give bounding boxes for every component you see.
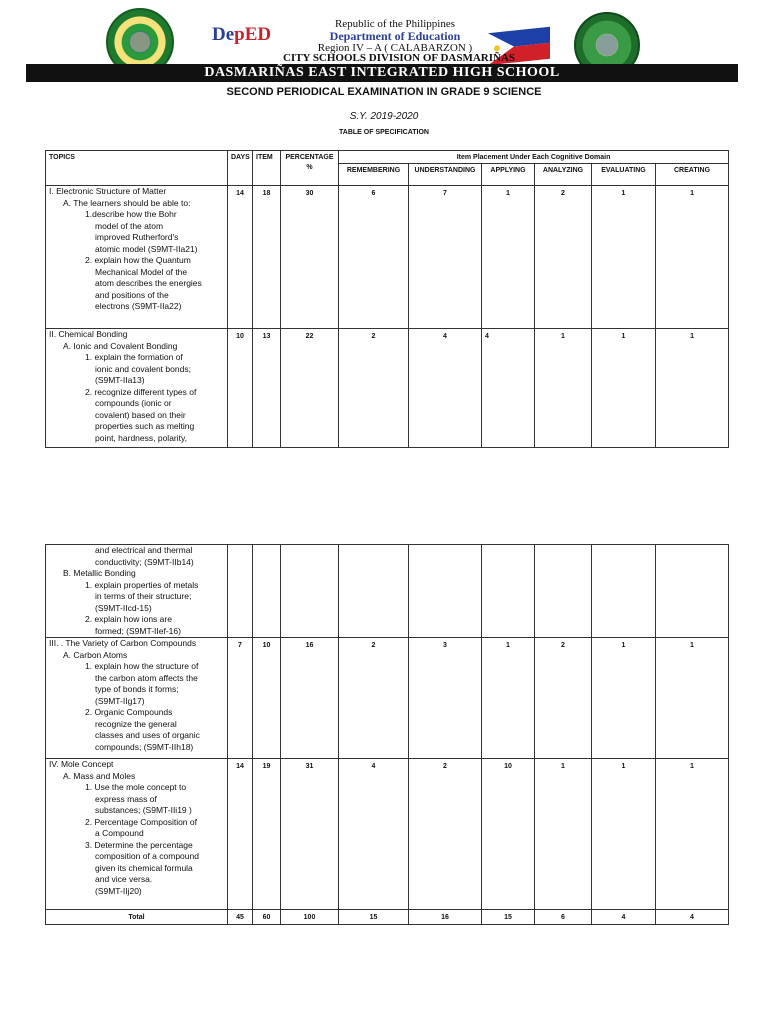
total-item: 60: [253, 910, 281, 925]
creating-cell: 1: [656, 329, 729, 448]
item-cell: 19: [253, 759, 281, 910]
header-analyzing: ANALYZING: [535, 164, 592, 186]
deped-logo: DepED: [212, 24, 272, 45]
analyzing-cell: 1: [535, 759, 592, 910]
table-row: [46, 638, 729, 759]
header-domain-group: Item Placement Under Each Cognitive Domain: [339, 151, 729, 164]
evaluating-cell: 1: [592, 759, 656, 910]
evaluating-cell: 1: [592, 329, 656, 448]
remembering-cell: 2: [339, 638, 409, 759]
republic-line: Republic of the Philippines: [334, 18, 456, 30]
total-creating: 4: [656, 910, 729, 925]
applying-cell: 1: [482, 638, 535, 759]
remembering-cell: 2: [339, 329, 409, 448]
understanding-cell: 7: [409, 186, 482, 329]
total-applying: 15: [482, 910, 535, 925]
applying-cell: 1: [482, 186, 535, 329]
analyzing-cell: 2: [535, 186, 592, 329]
specification-table: [45, 150, 729, 448]
header-days: DAYS: [228, 151, 253, 186]
table-label: TABLE OF SPECIFICATION: [339, 129, 429, 136]
understanding-cell: 3: [409, 638, 482, 759]
department-line: Department of Education: [329, 29, 461, 43]
exam-title: SECOND PERIODICAL EXAMINATION IN GRADE 9 SCIENCE: [226, 86, 542, 98]
table-row: [46, 186, 729, 329]
header-item: ITEM: [253, 151, 281, 186]
creating-cell: 1: [656, 186, 729, 329]
header-understanding: UNDERSTANDING: [409, 164, 482, 186]
total-evaluating: 4: [592, 910, 656, 925]
topic-cell: III. . The Variety of Carbon Compounds A. Carbon Atoms 1. explain how the structure of the carbon atom affects the type of bonds it forms; (S9MT-IIg17) 2. Organic Compounds recognize the general classes and uses of organic compounds; (S9MT-IIh18): [46, 638, 228, 759]
days-cell: 10: [228, 329, 253, 448]
total-understanding: 16: [409, 910, 482, 925]
understanding-cell: 4: [409, 329, 482, 448]
table-row: [46, 759, 729, 910]
days-cell: 7: [228, 638, 253, 759]
remembering-cell: 4: [339, 759, 409, 910]
total-analyzing: 6: [535, 910, 592, 925]
days-cell: 14: [228, 186, 253, 329]
school-year: S.Y. 2019-2020: [349, 111, 419, 122]
school-name-banner: DASMARIÑAS EAST INTEGRATED HIGH SCHOOL: [26, 64, 738, 82]
percentage-cell: 30: [281, 186, 339, 329]
division-line: CITY SCHOOLS DIVISION OF DASMARIÑAS: [282, 52, 516, 64]
understanding-cell: 2: [409, 759, 482, 910]
percentage-cell: 16: [281, 638, 339, 759]
topic-cell: IV. Mole Concept A. Mass and Moles 1. Use the mole concept to express mass of substances; (S9MT-IIi19 ) 2. Percentage Composition of a Compound 3. Determine the percentage composition of a compound given its chemical formula and vice versa. (S9MT-IIj20): [46, 759, 228, 910]
table-row: [46, 545, 729, 638]
header-creating: CREATING: [656, 164, 729, 186]
header-percentage: PERCENTAGE %: [281, 151, 339, 186]
header-evaluating: EVALUATING: [592, 164, 656, 186]
total-remembering: 15: [339, 910, 409, 925]
total-label: Total: [46, 910, 228, 925]
topic-cell: and electrical and thermal conductivity; (S9MT-IIb14) B. Metallic Bonding 1. explain properties of metals in terms of their structure; (S9MT-IIcd-15) 2. explain how ions are formed; (S9MT-IIef-16): [46, 545, 228, 638]
analyzing-cell: 1: [535, 329, 592, 448]
analyzing-cell: 2: [535, 638, 592, 759]
evaluating-cell: 1: [592, 186, 656, 329]
evaluating-cell: 1: [592, 638, 656, 759]
remembering-cell: 6: [339, 186, 409, 329]
percentage-cell: 22: [281, 329, 339, 448]
table-row: [46, 329, 729, 448]
creating-cell: 1: [656, 638, 729, 759]
deped-heading: [310, 18, 480, 54]
item-cell: 18: [253, 186, 281, 329]
header-applying: APPLYING: [482, 164, 535, 186]
applying-cell: 4: [482, 329, 535, 448]
applying-cell: 10: [482, 759, 535, 910]
creating-cell: 1: [656, 759, 729, 910]
header-remembering: REMEMBERING: [339, 164, 409, 186]
topic-cell: I. Electronic Structure of Matter A. The learners should be able to: 1.describe how the Bohr model of the atom improved Rutherford's atomic model (S9MT-IIa21) 2. explain how the Quantum Mechanical Model of the atom describes the energies and positions of the electrons (S9MT-IIa22): [46, 186, 228, 329]
region-line: Region IV – A ( CALABARZON ): [317, 42, 473, 54]
percentage-cell: 31: [281, 759, 339, 910]
header-topics: TOPICS: [46, 151, 228, 186]
specification-table-continued: [45, 544, 729, 925]
item-cell: 10: [253, 638, 281, 759]
total-row: [46, 910, 729, 925]
total-percentage: 100: [281, 910, 339, 925]
item-cell: 13: [253, 329, 281, 448]
total-days: 45: [228, 910, 253, 925]
topic-cell: II. Chemical Bonding A. Ionic and Covalent Bonding 1. explain the formation of ionic and covalent bonds; (S9MT-IIa13) 2. recognize different types of compounds (ionic or covalent) based on their properties such as melting point, hardness, polarity,: [46, 329, 228, 448]
days-cell: 14: [228, 759, 253, 910]
